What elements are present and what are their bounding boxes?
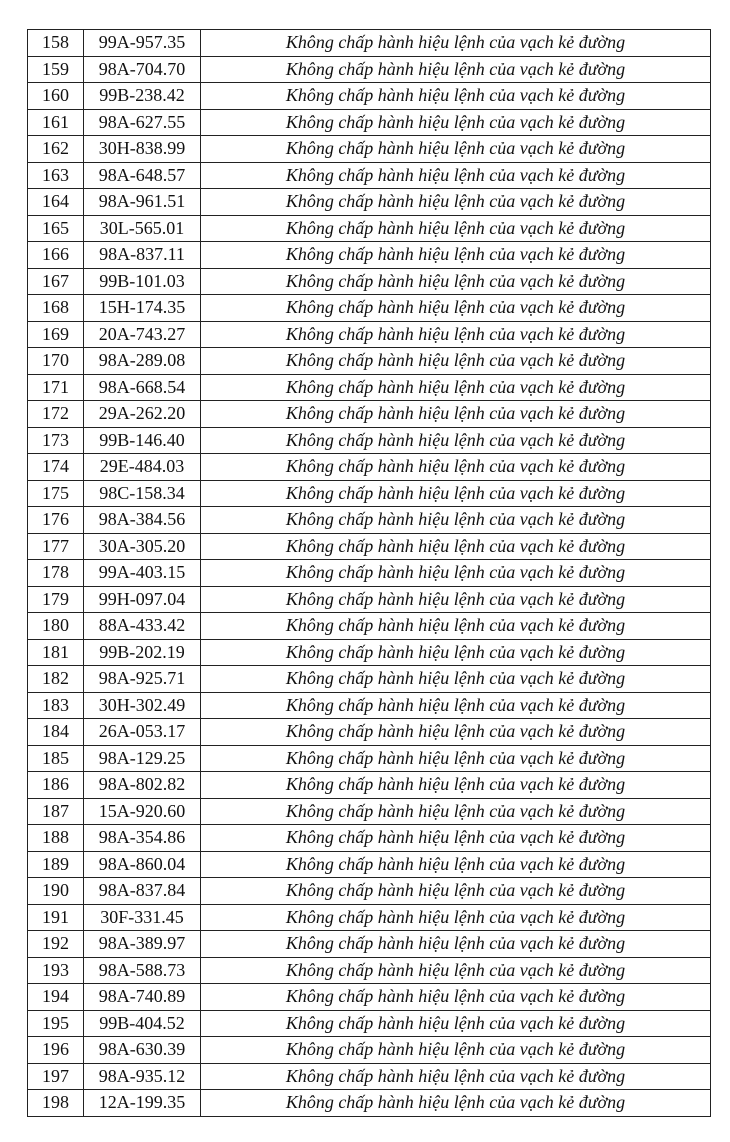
- violation-cell: Không chấp hành hiệu lệnh của vạch kẻ đường: [201, 507, 711, 534]
- violation-cell: Không chấp hành hiệu lệnh của vạch kẻ đường: [201, 295, 711, 322]
- row-number-cell: 159: [28, 56, 84, 83]
- row-number-cell: 197: [28, 1063, 84, 1090]
- violation-cell: Không chấp hành hiệu lệnh của vạch kẻ đường: [201, 931, 711, 958]
- violation-cell: Không chấp hành hiệu lệnh của vạch kẻ đường: [201, 719, 711, 746]
- table-row: [28, 83, 711, 110]
- row-number-cell: 166: [28, 242, 84, 269]
- license-plate-cell: 98A-935.12: [84, 1063, 201, 1090]
- license-plate-cell: 98A-668.54: [84, 374, 201, 401]
- violation-cell: Không chấp hành hiệu lệnh của vạch kẻ đường: [201, 427, 711, 454]
- table-row: [28, 851, 711, 878]
- table-row: [28, 719, 711, 746]
- row-number-cell: 185: [28, 745, 84, 772]
- license-plate-cell: 15H-174.35: [84, 295, 201, 322]
- table-row: [28, 56, 711, 83]
- row-number-cell: 167: [28, 268, 84, 295]
- license-plate-cell: 15A-920.60: [84, 798, 201, 825]
- violation-cell: Không chấp hành hiệu lệnh của vạch kẻ đường: [201, 904, 711, 931]
- license-plate-cell: 30H-838.99: [84, 136, 201, 163]
- row-number-cell: 175: [28, 480, 84, 507]
- violation-cell: Không chấp hành hiệu lệnh của vạch kẻ đường: [201, 30, 711, 57]
- license-plate-cell: 98A-289.08: [84, 348, 201, 375]
- violation-cell: Không chấp hành hiệu lệnh của vạch kẻ đường: [201, 1037, 711, 1064]
- violation-cell: Không chấp hành hiệu lệnh của vạch kẻ đường: [201, 374, 711, 401]
- violation-cell: Không chấp hành hiệu lệnh của vạch kẻ đường: [201, 878, 711, 905]
- row-number-cell: 177: [28, 533, 84, 560]
- violation-cell: Không chấp hành hiệu lệnh của vạch kẻ đường: [201, 83, 711, 110]
- license-plate-cell: 20A-743.27: [84, 321, 201, 348]
- row-number-cell: 196: [28, 1037, 84, 1064]
- license-plate-cell: 98A-354.86: [84, 825, 201, 852]
- table-row: [28, 401, 711, 428]
- violation-cell: Không chấp hành hiệu lệnh của vạch kẻ đường: [201, 613, 711, 640]
- violation-cell: Không chấp hành hiệu lệnh của vạch kẻ đường: [201, 666, 711, 693]
- license-plate-cell: 98A-389.97: [84, 931, 201, 958]
- row-number-cell: 169: [28, 321, 84, 348]
- license-plate-cell: 98A-630.39: [84, 1037, 201, 1064]
- row-number-cell: 193: [28, 957, 84, 984]
- row-number-cell: 164: [28, 189, 84, 216]
- table-row: [28, 480, 711, 507]
- violation-cell: Không chấp hành hiệu lệnh của vạch kẻ đường: [201, 851, 711, 878]
- license-plate-cell: 99B-404.52: [84, 1010, 201, 1037]
- table-row: [28, 427, 711, 454]
- license-plate-cell: 98A-802.82: [84, 772, 201, 799]
- violation-cell: Không chấp hành hiệu lệnh của vạch kẻ đường: [201, 692, 711, 719]
- violations-table: [27, 29, 711, 1117]
- license-plate-cell: 99H-097.04: [84, 586, 201, 613]
- table-row: [28, 586, 711, 613]
- row-number-cell: 194: [28, 984, 84, 1011]
- table-row: [28, 215, 711, 242]
- license-plate-cell: 29A-262.20: [84, 401, 201, 428]
- license-plate-cell: 98A-588.73: [84, 957, 201, 984]
- license-plate-cell: 98A-961.51: [84, 189, 201, 216]
- violation-cell: Không chấp hành hiệu lệnh của vạch kẻ đường: [201, 745, 711, 772]
- row-number-cell: 186: [28, 772, 84, 799]
- license-plate-cell: 30F-331.45: [84, 904, 201, 931]
- violation-cell: Không chấp hành hiệu lệnh của vạch kẻ đường: [201, 1090, 711, 1117]
- table-row: [28, 772, 711, 799]
- table-row: [28, 268, 711, 295]
- table-row: [28, 454, 711, 481]
- table-row: [28, 666, 711, 693]
- license-plate-cell: 30H-302.49: [84, 692, 201, 719]
- table-row: [28, 639, 711, 666]
- row-number-cell: 162: [28, 136, 84, 163]
- violation-cell: Không chấp hành hiệu lệnh của vạch kẻ đường: [201, 162, 711, 189]
- row-number-cell: 198: [28, 1090, 84, 1117]
- table-row: [28, 878, 711, 905]
- row-number-cell: 174: [28, 454, 84, 481]
- row-number-cell: 172: [28, 401, 84, 428]
- license-plate-cell: 98A-740.89: [84, 984, 201, 1011]
- row-number-cell: 189: [28, 851, 84, 878]
- table-row: [28, 560, 711, 587]
- table-row: [28, 798, 711, 825]
- row-number-cell: 176: [28, 507, 84, 534]
- row-number-cell: 165: [28, 215, 84, 242]
- violation-cell: Không chấp hành hiệu lệnh của vạch kẻ đường: [201, 957, 711, 984]
- row-number-cell: 187: [28, 798, 84, 825]
- violation-cell: Không chấp hành hiệu lệnh của vạch kẻ đường: [201, 215, 711, 242]
- license-plate-cell: 99A-957.35: [84, 30, 201, 57]
- row-number-cell: 171: [28, 374, 84, 401]
- row-number-cell: 168: [28, 295, 84, 322]
- violation-cell: Không chấp hành hiệu lệnh của vạch kẻ đường: [201, 772, 711, 799]
- license-plate-cell: 88A-433.42: [84, 613, 201, 640]
- table-row: [28, 613, 711, 640]
- license-plate-cell: 98A-648.57: [84, 162, 201, 189]
- license-plate-cell: 12A-199.35: [84, 1090, 201, 1117]
- table-row: [28, 1010, 711, 1037]
- row-number-cell: 181: [28, 639, 84, 666]
- table-body: [28, 30, 711, 1117]
- row-number-cell: 161: [28, 109, 84, 136]
- violation-cell: Không chấp hành hiệu lệnh của vạch kẻ đường: [201, 480, 711, 507]
- table-row: [28, 162, 711, 189]
- table-row: [28, 507, 711, 534]
- table-row: [28, 189, 711, 216]
- row-number-cell: 192: [28, 931, 84, 958]
- table-row: [28, 109, 711, 136]
- row-number-cell: 191: [28, 904, 84, 931]
- violation-cell: Không chấp hành hiệu lệnh của vạch kẻ đường: [201, 136, 711, 163]
- violation-cell: Không chấp hành hiệu lệnh của vạch kẻ đường: [201, 268, 711, 295]
- license-plate-cell: 29E-484.03: [84, 454, 201, 481]
- table-row: [28, 931, 711, 958]
- violation-cell: Không chấp hành hiệu lệnh của vạch kẻ đường: [201, 56, 711, 83]
- violation-cell: Không chấp hành hiệu lệnh của vạch kẻ đường: [201, 533, 711, 560]
- table-row: [28, 136, 711, 163]
- license-plate-cell: 98A-384.56: [84, 507, 201, 534]
- violation-cell: Không chấp hành hiệu lệnh của vạch kẻ đường: [201, 825, 711, 852]
- table-row: [28, 1063, 711, 1090]
- violation-cell: Không chấp hành hiệu lệnh của vạch kẻ đường: [201, 1010, 711, 1037]
- license-plate-cell: 98C-158.34: [84, 480, 201, 507]
- license-plate-cell: 98A-627.55: [84, 109, 201, 136]
- table-row: [28, 1090, 711, 1117]
- row-number-cell: 188: [28, 825, 84, 852]
- violation-cell: Không chấp hành hiệu lệnh của vạch kẻ đường: [201, 1063, 711, 1090]
- violation-cell: Không chấp hành hiệu lệnh của vạch kẻ đường: [201, 321, 711, 348]
- table-row: [28, 984, 711, 1011]
- table-row: [28, 348, 711, 375]
- row-number-cell: 180: [28, 613, 84, 640]
- row-number-cell: 190: [28, 878, 84, 905]
- license-plate-cell: 30A-305.20: [84, 533, 201, 560]
- violation-cell: Không chấp hành hiệu lệnh của vạch kẻ đường: [201, 798, 711, 825]
- row-number-cell: 195: [28, 1010, 84, 1037]
- violation-cell: Không chấp hành hiệu lệnh của vạch kẻ đường: [201, 454, 711, 481]
- violation-cell: Không chấp hành hiệu lệnh của vạch kẻ đường: [201, 586, 711, 613]
- license-plate-cell: 98A-704.70: [84, 56, 201, 83]
- table-row: [28, 957, 711, 984]
- violation-cell: Không chấp hành hiệu lệnh của vạch kẻ đường: [201, 348, 711, 375]
- row-number-cell: 179: [28, 586, 84, 613]
- violation-cell: Không chấp hành hiệu lệnh của vạch kẻ đường: [201, 639, 711, 666]
- table-row: [28, 242, 711, 269]
- violation-cell: Không chấp hành hiệu lệnh của vạch kẻ đường: [201, 189, 711, 216]
- table-row: [28, 30, 711, 57]
- table-row: [28, 321, 711, 348]
- row-number-cell: 183: [28, 692, 84, 719]
- license-plate-cell: 26A-053.17: [84, 719, 201, 746]
- license-plate-cell: 98A-860.04: [84, 851, 201, 878]
- violation-cell: Không chấp hành hiệu lệnh của vạch kẻ đường: [201, 109, 711, 136]
- row-number-cell: 184: [28, 719, 84, 746]
- row-number-cell: 178: [28, 560, 84, 587]
- license-plate-cell: 99B-146.40: [84, 427, 201, 454]
- row-number-cell: 182: [28, 666, 84, 693]
- license-plate-cell: 99B-101.03: [84, 268, 201, 295]
- table-row: [28, 692, 711, 719]
- license-plate-cell: 99A-403.15: [84, 560, 201, 587]
- row-number-cell: 170: [28, 348, 84, 375]
- table-row: [28, 374, 711, 401]
- license-plate-cell: 98A-837.11: [84, 242, 201, 269]
- violation-cell: Không chấp hành hiệu lệnh của vạch kẻ đường: [201, 401, 711, 428]
- table-row: [28, 825, 711, 852]
- license-plate-cell: 98A-837.84: [84, 878, 201, 905]
- license-plate-cell: 98A-129.25: [84, 745, 201, 772]
- table-row: [28, 745, 711, 772]
- license-plate-cell: 99B-238.42: [84, 83, 201, 110]
- table-row: [28, 904, 711, 931]
- table-row: [28, 533, 711, 560]
- row-number-cell: 163: [28, 162, 84, 189]
- violation-cell: Không chấp hành hiệu lệnh của vạch kẻ đường: [201, 984, 711, 1011]
- violation-cell: Không chấp hành hiệu lệnh của vạch kẻ đường: [201, 242, 711, 269]
- license-plate-cell: 98A-925.71: [84, 666, 201, 693]
- table-row: [28, 1037, 711, 1064]
- table-row: [28, 295, 711, 322]
- row-number-cell: 160: [28, 83, 84, 110]
- row-number-cell: 158: [28, 30, 84, 57]
- violation-cell: Không chấp hành hiệu lệnh của vạch kẻ đường: [201, 560, 711, 587]
- license-plate-cell: 30L-565.01: [84, 215, 201, 242]
- license-plate-cell: 99B-202.19: [84, 639, 201, 666]
- row-number-cell: 173: [28, 427, 84, 454]
